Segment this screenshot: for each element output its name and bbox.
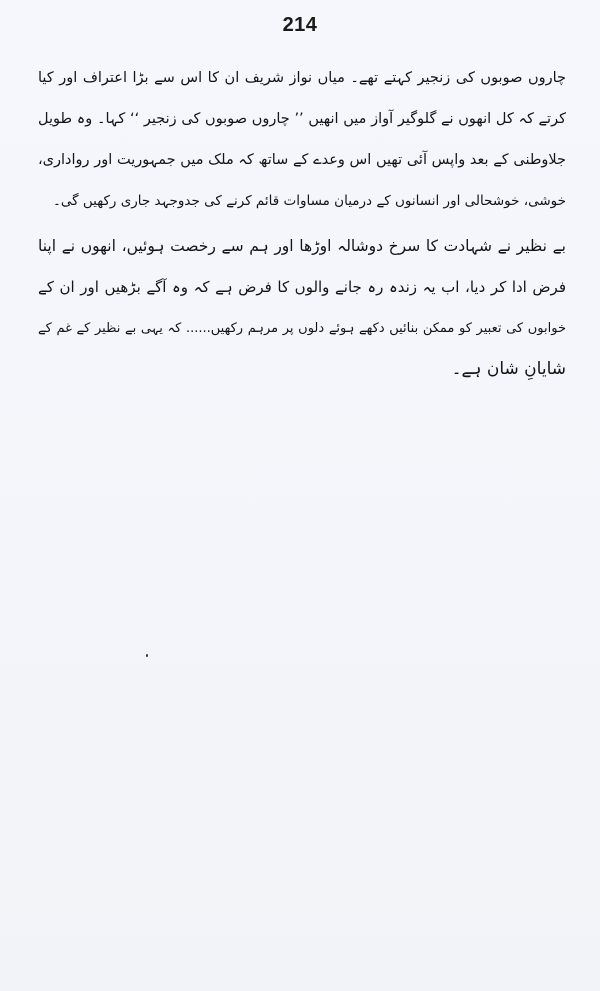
text-line: کرتے کہ کل انھوں نے گلوگیر آواز میں انھیں ’’ چاروں صوبوں کی زنجیر ‘‘ کہا۔ وہ طویل	[38, 111, 566, 127]
paragraph-2	[38, 226, 566, 390]
text-line: چاروں صوبوں کی زنجیر کہتے تھے۔ میاں نواز شریف ان کا اس سے بڑا اعتراف اور کیا	[38, 70, 566, 86]
paragraph-1	[38, 58, 566, 222]
body-text	[38, 58, 566, 390]
text-line: بے نظیر نے شہادت کا سرخ دوشالہ اوڑھا اور ہم سے رخصت ہوئیں، انھوں نے اپنا	[38, 237, 566, 255]
text-line: فرض ادا کر دیا، اب یہ زندہ رہ جانے والوں کا فرض ہے کہ وہ آگے بڑھیں اور ان کے	[38, 278, 566, 296]
text-line: خوابوں کی تعبیر کو ممکن بنائیں دکھے ہوئے دلوں پر مرہم رکھیں...... کہ یہی بے نظیر کے غم کے	[38, 321, 566, 336]
text-line: شایانِ شان ہے۔	[451, 359, 566, 379]
page-number: 214	[282, 14, 318, 36]
text-line: خوشی، خوشحالی اور انسانوں کے درمیان مساوات قائم کرنے کی جدوجہد جاری رکھیں گی۔	[53, 193, 566, 209]
text-line: جلاوطنی کے بعد واپس آئی تھیں اس وعدے کے ساتھ کہ ملک میں جمہوریت اور رواداری،	[38, 152, 566, 168]
scan-speck	[146, 654, 148, 657]
